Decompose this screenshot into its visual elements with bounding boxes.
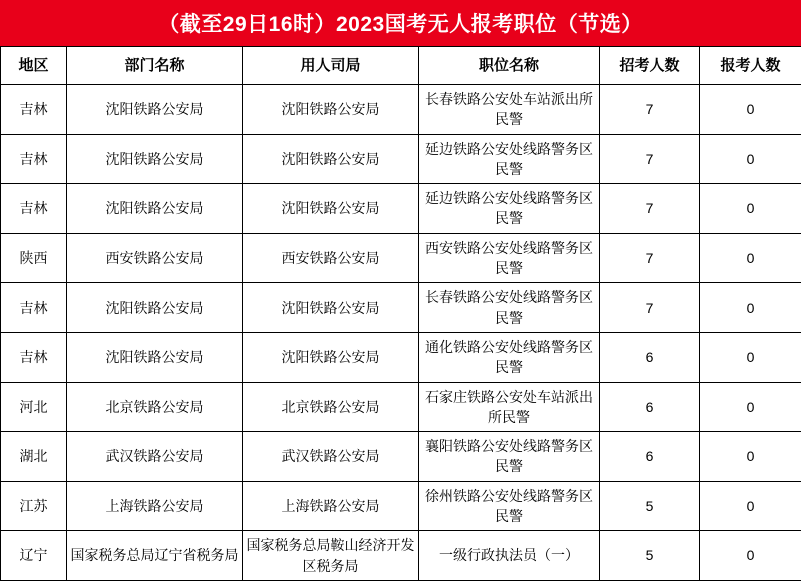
cell-department: 沈阳铁路公安局 (67, 85, 243, 135)
cell-recruit-count: 6 (600, 432, 700, 482)
table-row (1, 283, 801, 333)
table-row (1, 531, 801, 581)
page-title (0, 0, 801, 46)
cell-position: 通化铁路公安处线路警务区民警 (419, 332, 600, 382)
cell-applied-count: 0 (700, 233, 801, 283)
column-header-region: 地区 (1, 47, 67, 85)
cell-recruit-count: 7 (600, 85, 700, 135)
cell-recruit-count: 5 (600, 531, 700, 581)
cell-applied-count: 0 (700, 85, 801, 135)
table-row (1, 432, 801, 482)
cell-bureau: 上海铁路公安局 (243, 481, 419, 531)
cell-region: 吉林 (1, 85, 67, 135)
cell-region: 吉林 (1, 134, 67, 184)
cell-region: 吉林 (1, 184, 67, 234)
table-row (1, 134, 801, 184)
cell-bureau: 沈阳铁路公安局 (243, 283, 419, 333)
cell-department: 国家税务总局辽宁省税务局 (67, 531, 243, 581)
cell-position: 长春铁路公安处线路警务区民警 (419, 283, 600, 333)
cell-region: 陕西 (1, 233, 67, 283)
cell-bureau: 沈阳铁路公安局 (243, 184, 419, 234)
cell-department: 沈阳铁路公安局 (67, 184, 243, 234)
cell-recruit-count: 6 (600, 382, 700, 432)
cell-position: 一级行政执法员（一） (419, 531, 600, 581)
cell-bureau: 武汉铁路公安局 (243, 432, 419, 482)
table-header (1, 47, 801, 85)
cell-applied-count: 0 (700, 531, 801, 581)
cell-recruit-count: 7 (600, 283, 700, 333)
table-header-row (1, 47, 801, 85)
cell-bureau: 沈阳铁路公安局 (243, 85, 419, 135)
cell-applied-count: 0 (700, 481, 801, 531)
table-row (1, 382, 801, 432)
table-row (1, 332, 801, 382)
cell-region: 湖北 (1, 432, 67, 482)
cell-position: 襄阳铁路公安处线路警务区民警 (419, 432, 600, 482)
cell-position: 延边铁路公安处线路警务区民警 (419, 184, 600, 234)
cell-bureau: 国家税务总局鞍山经济开发区税务局 (243, 531, 419, 581)
cell-applied-count: 0 (700, 332, 801, 382)
cell-position: 延边铁路公安处线路警务区民警 (419, 134, 600, 184)
cell-department: 北京铁路公安局 (67, 382, 243, 432)
cell-bureau: 西安铁路公安局 (243, 233, 419, 283)
page-title-text: （截至29日16时）2023国考无人报考职位（节选） (158, 8, 642, 38)
cell-applied-count: 0 (700, 283, 801, 333)
cell-department: 沈阳铁路公安局 (67, 283, 243, 333)
cell-bureau: 沈阳铁路公安局 (243, 332, 419, 382)
cell-region: 河北 (1, 382, 67, 432)
table-row (1, 233, 801, 283)
cell-region: 吉林 (1, 332, 67, 382)
cell-region: 吉林 (1, 283, 67, 333)
cell-position: 石家庄铁路公安处车站派出所民警 (419, 382, 600, 432)
cell-applied-count: 0 (700, 382, 801, 432)
cell-applied-count: 0 (700, 432, 801, 482)
table-row (1, 184, 801, 234)
cell-region: 辽宁 (1, 531, 67, 581)
cell-bureau: 沈阳铁路公安局 (243, 134, 419, 184)
cell-recruit-count: 7 (600, 233, 700, 283)
table-row (1, 85, 801, 135)
cell-position: 徐州铁路公安处线路警务区民警 (419, 481, 600, 531)
cell-recruit-count: 6 (600, 332, 700, 382)
column-header-position: 职位名称 (419, 47, 600, 85)
positions-table (0, 46, 801, 581)
cell-applied-count: 0 (700, 184, 801, 234)
cell-department: 西安铁路公安局 (67, 233, 243, 283)
column-header-recruit-count: 招考人数 (600, 47, 700, 85)
cell-recruit-count: 7 (600, 134, 700, 184)
cell-recruit-count: 7 (600, 184, 700, 234)
cell-applied-count: 0 (700, 134, 801, 184)
cell-region: 江苏 (1, 481, 67, 531)
cell-department: 上海铁路公安局 (67, 481, 243, 531)
cell-position: 长春铁路公安处车站派出所民警 (419, 85, 600, 135)
column-header-department: 部门名称 (67, 47, 243, 85)
cell-department: 武汉铁路公安局 (67, 432, 243, 482)
column-header-applied-count: 报考人数 (700, 47, 801, 85)
cell-position: 西安铁路公安处线路警务区民警 (419, 233, 600, 283)
cell-department: 沈阳铁路公安局 (67, 134, 243, 184)
cell-recruit-count: 5 (600, 481, 700, 531)
table-row (1, 481, 801, 531)
cell-department: 沈阳铁路公安局 (67, 332, 243, 382)
cell-bureau: 北京铁路公安局 (243, 382, 419, 432)
table-body (1, 85, 801, 581)
column-header-bureau: 用人司局 (243, 47, 419, 85)
